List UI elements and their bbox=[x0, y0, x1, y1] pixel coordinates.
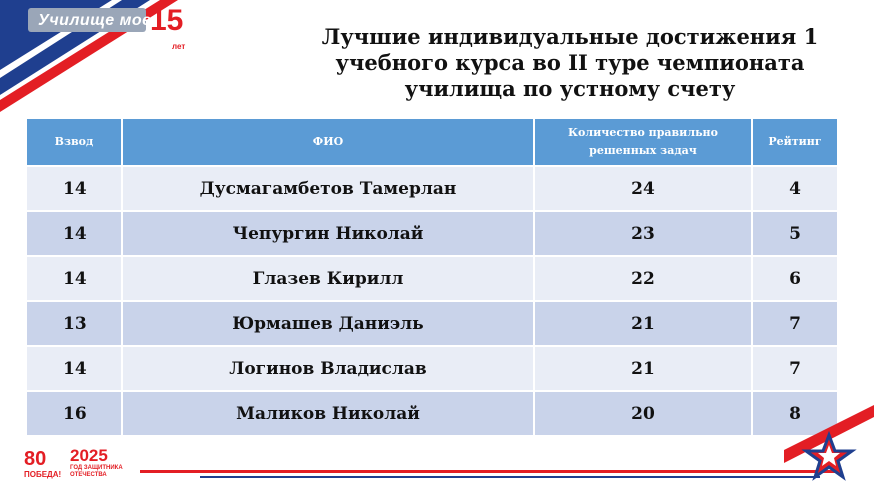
school-logo-number bbox=[150, 6, 185, 62]
cell-solved: 21 bbox=[534, 301, 752, 346]
table-row bbox=[26, 301, 838, 346]
cell-rating: 8 bbox=[752, 391, 838, 436]
table-row bbox=[26, 346, 838, 391]
cell-name: Дусмагамбетов Тамерлан bbox=[122, 166, 534, 211]
cell-rating: 4 bbox=[752, 166, 838, 211]
page-title: Лучшие индивидуальные достижения 1 учебного курса во II туре чемпионата училища по устному счету bbox=[321, 24, 819, 101]
cell-rating: 7 bbox=[752, 301, 838, 346]
year-label: 2025 bbox=[70, 446, 108, 465]
cell-name: Глазев Кирилл bbox=[122, 256, 534, 301]
year-caption: ГОД ЗАЩИТНИКА ОТЕЧЕСТВА bbox=[70, 465, 123, 478]
cell-name: Юрмашев Даниэль bbox=[122, 301, 534, 346]
school-logo-digits: 15 bbox=[150, 4, 184, 37]
cell-rating: 6 bbox=[752, 256, 838, 301]
cell-solved: 22 bbox=[534, 256, 752, 301]
victory-logo-word: ПОБЕДА! bbox=[24, 470, 62, 479]
results-table bbox=[25, 117, 839, 437]
column-header-solved: Количество правильно решенных задач bbox=[534, 118, 752, 166]
column-header-rating: Рейтинг bbox=[752, 118, 838, 166]
footer-red-line bbox=[140, 470, 840, 473]
cell-platoon: 16 bbox=[26, 391, 122, 436]
victory-logo-number: 80 bbox=[24, 448, 47, 470]
cell-rating: 7 bbox=[752, 346, 838, 391]
column-header-platoon: Взвод bbox=[26, 118, 122, 166]
cell-platoon: 14 bbox=[26, 166, 122, 211]
table-row bbox=[26, 391, 838, 436]
footer-blue-line bbox=[200, 476, 820, 478]
cell-name: Маликов Николай bbox=[122, 391, 534, 436]
school-logo-text: Училище мое bbox=[38, 12, 152, 29]
cell-platoon: 14 bbox=[26, 211, 122, 256]
cell-platoon: 13 bbox=[26, 301, 122, 346]
cell-solved: 20 bbox=[534, 391, 752, 436]
table-row bbox=[26, 256, 838, 301]
cell-solved: 23 bbox=[534, 211, 752, 256]
cell-name: Логинов Владислав bbox=[122, 346, 534, 391]
school-logo-suffix: лет bbox=[172, 42, 186, 51]
cell-solved: 21 bbox=[534, 346, 752, 391]
cell-name: Чепургин Николай bbox=[122, 211, 534, 256]
table-row bbox=[26, 211, 838, 256]
cell-platoon: 14 bbox=[26, 346, 122, 391]
table-row bbox=[26, 166, 838, 211]
table-header-row bbox=[26, 118, 838, 166]
cell-rating: 5 bbox=[752, 211, 838, 256]
cell-solved: 24 bbox=[534, 166, 752, 211]
cell-platoon: 14 bbox=[26, 256, 122, 301]
star-emblem-icon bbox=[784, 395, 874, 485]
column-header-name: ФИО bbox=[122, 118, 534, 166]
